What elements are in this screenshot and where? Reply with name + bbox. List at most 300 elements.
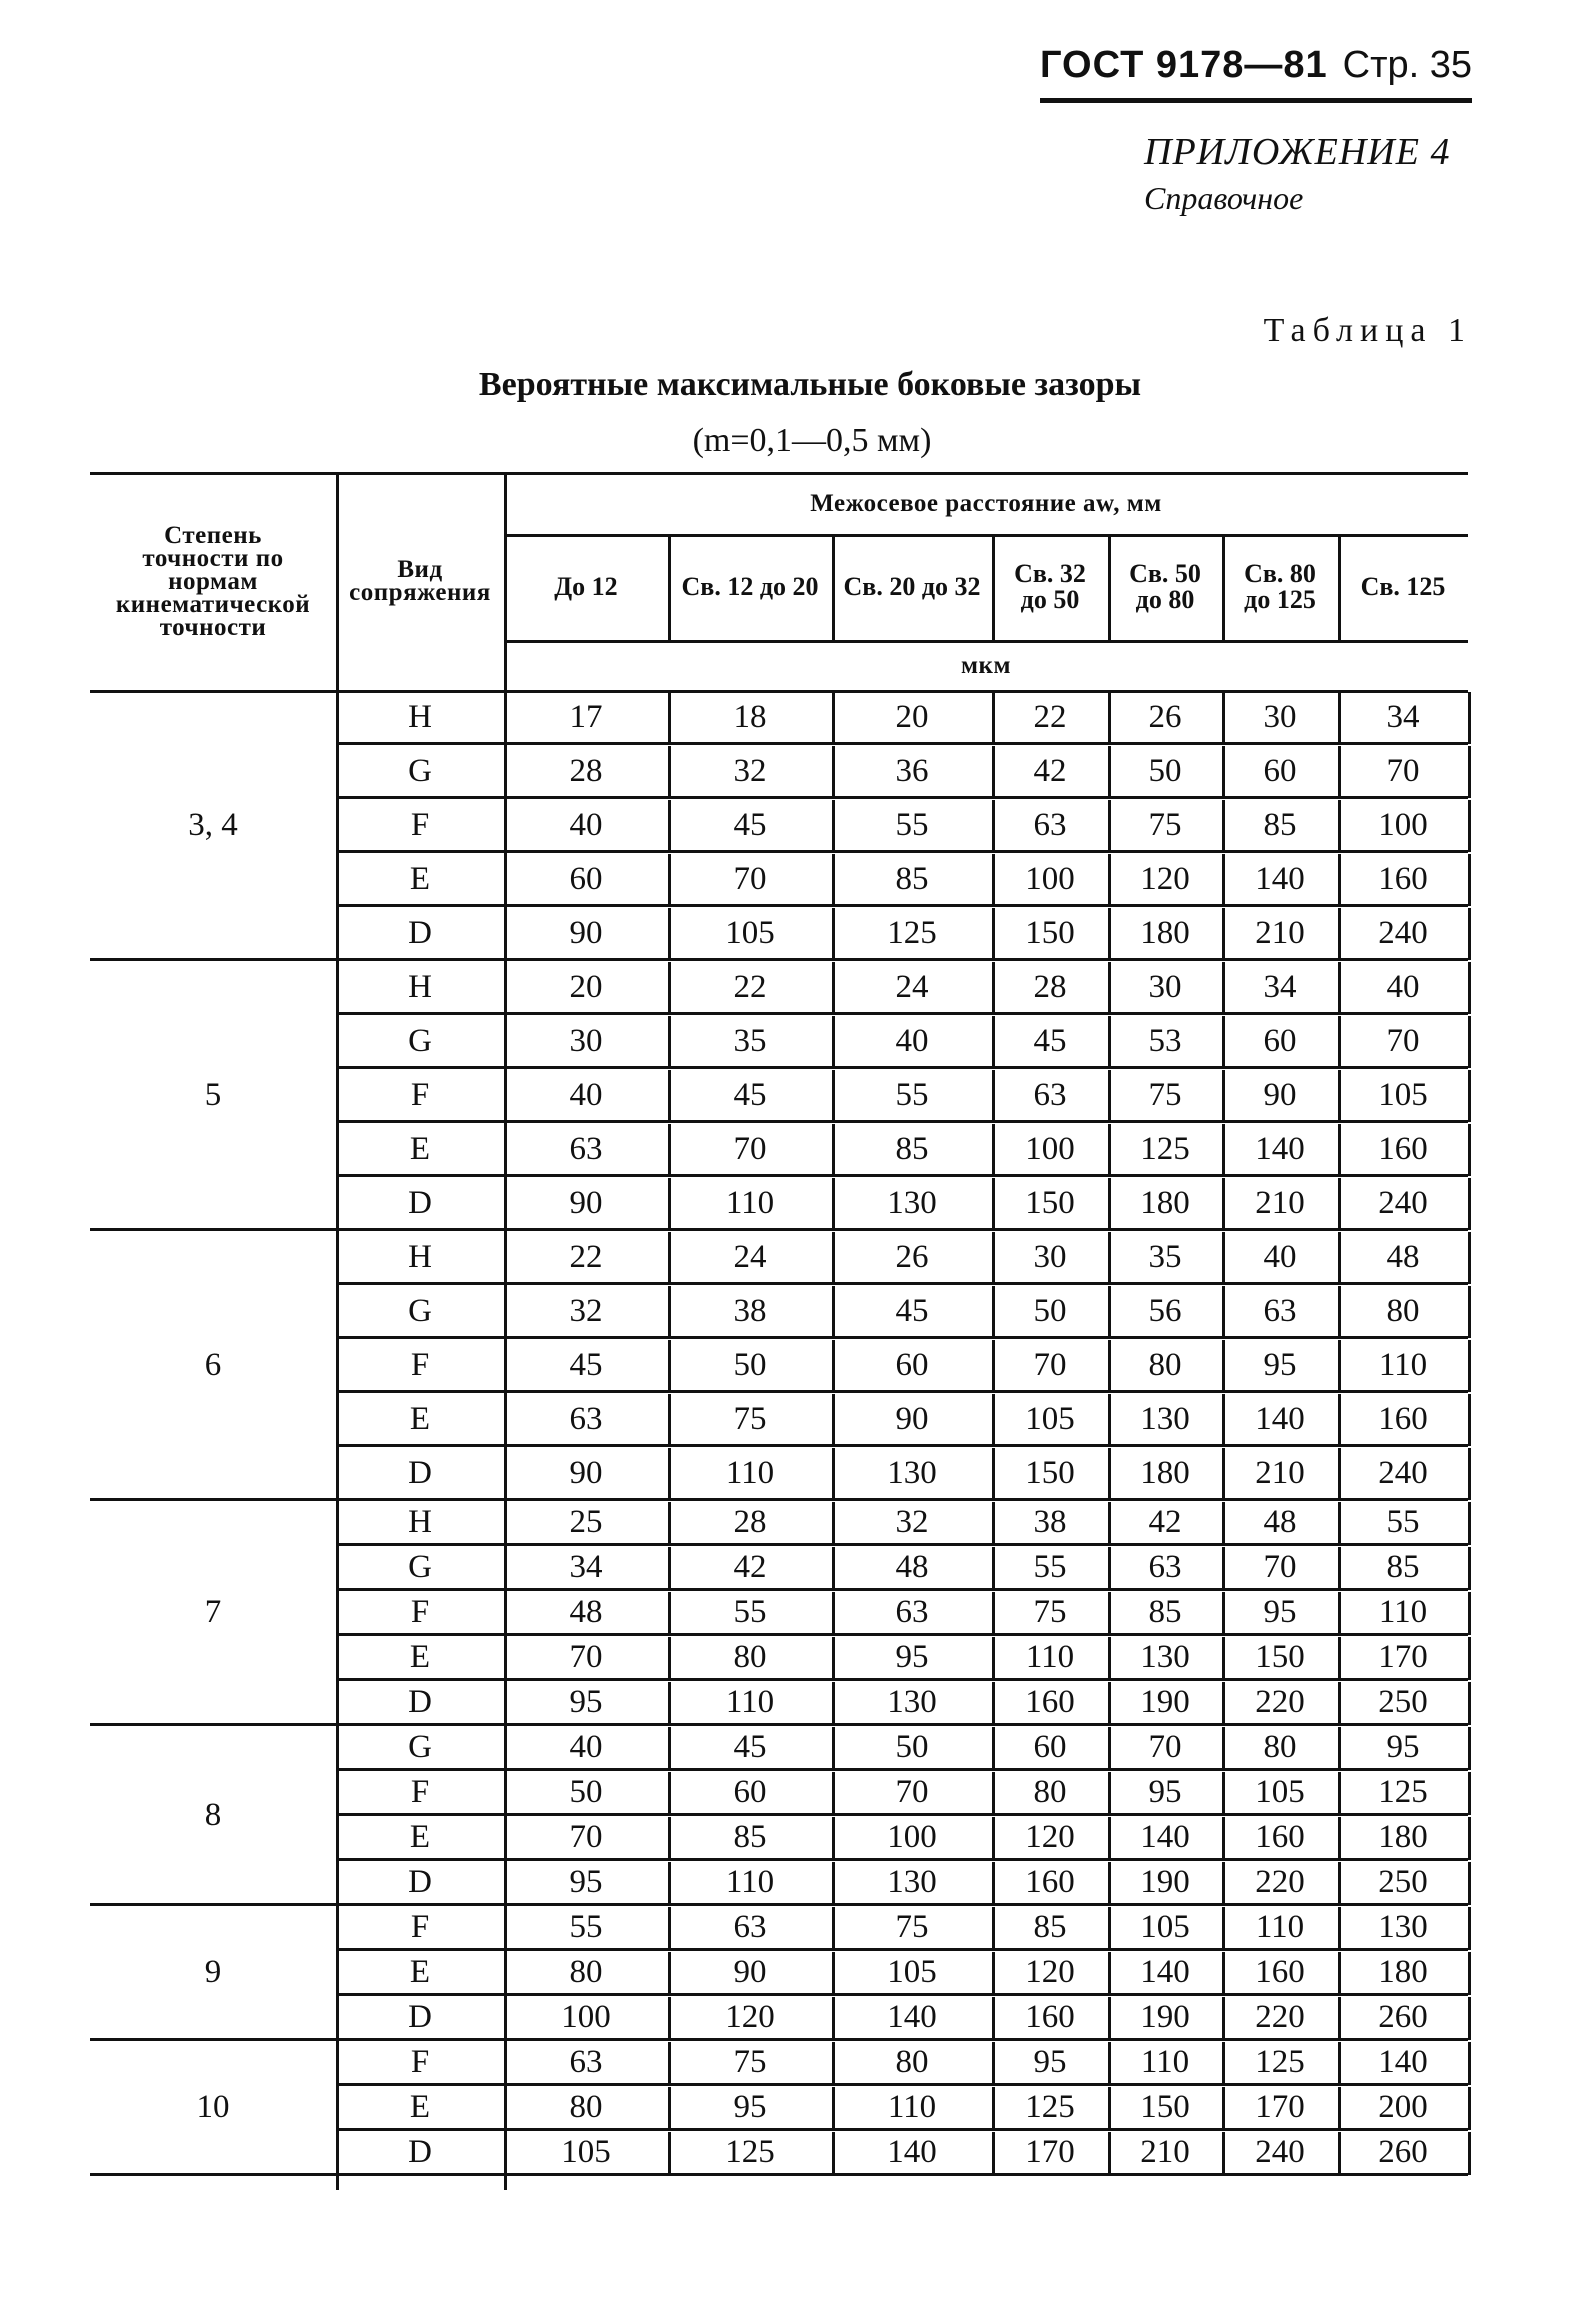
clearance-value: 190: [1140, 1684, 1190, 1720]
cell-divider: [992, 1727, 995, 1770]
clearance-value: 180: [1140, 1184, 1190, 1221]
clearance-value: 32: [569, 1292, 603, 1329]
fit-type-cell: H: [408, 968, 432, 1005]
clearance-value: 140: [1255, 860, 1305, 897]
cell-divider: [1338, 1907, 1341, 1950]
clearance-value: 70: [569, 1819, 603, 1855]
clearance-value: 85: [1386, 1549, 1420, 1585]
clearance-value: 28: [1033, 968, 1067, 1005]
cell-divider: [1468, 1232, 1471, 1284]
clearance-value: 190: [1140, 1864, 1190, 1900]
accuracy-grade-cell: 6: [204, 1346, 222, 1383]
clearance-value: 20: [569, 968, 603, 1005]
cell-divider: [1222, 1592, 1225, 1635]
fit-type-cell: D: [408, 1864, 432, 1900]
clearance-value: 100: [1025, 1130, 1075, 1167]
clearance-value: 130: [1140, 1400, 1190, 1437]
clearance-value: 40: [1263, 1238, 1297, 1275]
cell-divider: [1468, 1124, 1471, 1176]
fit-type-cell: H: [408, 1504, 432, 1540]
header-unit-rule: [504, 640, 1468, 643]
clearance-value: 45: [733, 1076, 767, 1113]
clearance-value: 48: [895, 1549, 929, 1585]
cell-divider: [1338, 2132, 1341, 2175]
cell-divider: [668, 1817, 671, 1860]
cell-divider: [668, 1448, 671, 1500]
clearance-value: 105: [1140, 1909, 1190, 1945]
clearance-value: 160: [1255, 1954, 1305, 1990]
clearance-value: 105: [887, 1954, 937, 1990]
cell-divider: [668, 800, 671, 852]
distance-column-header: Св. 12 до 20: [681, 572, 819, 601]
cell-divider: [1338, 1016, 1341, 1068]
cell-divider: [1222, 2042, 1225, 2085]
cell-divider: [1222, 1016, 1225, 1068]
cell-divider: [992, 800, 995, 852]
cell-divider: [992, 1070, 995, 1122]
cell-divider: [832, 746, 835, 798]
clearance-value: 38: [1033, 1504, 1067, 1540]
cell-divider: [992, 2132, 995, 2175]
clearance-value: 120: [1140, 860, 1190, 897]
cell-divider: [832, 1547, 835, 1590]
clearance-value: 55: [895, 806, 929, 843]
cell-divider: [992, 908, 995, 960]
clearance-value: 100: [887, 1819, 937, 1855]
header-center-distance: Межосевое расстояние aw, мм: [810, 489, 1162, 517]
clearance-value: 40: [895, 1022, 929, 1059]
cell-divider: [1108, 1637, 1111, 1680]
clearance-table: [90, 472, 1468, 2190]
cell-divider: [668, 1016, 671, 1068]
clearance-value: 17: [569, 698, 603, 735]
distance-column-header: До 12: [554, 572, 618, 601]
cell-divider: [1468, 908, 1471, 960]
clearance-value: 95: [569, 1684, 603, 1720]
clearance-value: 200: [1378, 2089, 1428, 2125]
cell-divider: [1338, 1394, 1341, 1446]
table-title: [0, 366, 1580, 404]
clearance-value: 250: [1378, 1684, 1428, 1720]
cell-divider: [1222, 800, 1225, 852]
clearance-value: 105: [725, 914, 775, 951]
accuracy-grade-cell: 8: [204, 1796, 222, 1833]
cell-divider: [992, 1907, 995, 1950]
clearance-value: 130: [887, 1684, 937, 1720]
clearance-value: 190: [1140, 1999, 1190, 2035]
cell-divider: [832, 1448, 835, 1500]
cell-divider: [1338, 1727, 1341, 1770]
clearance-value: 75: [1148, 806, 1182, 843]
clearance-value: 110: [1255, 1909, 1305, 1945]
clearance-value: 95: [1263, 1594, 1297, 1630]
clearance-value: 180: [1140, 1454, 1190, 1491]
cell-divider: [1468, 1547, 1471, 1590]
accuracy-grade-cell: 5: [204, 1076, 222, 1113]
cell-divider: [832, 1997, 835, 2040]
cell-divider: [1338, 1592, 1341, 1635]
cell-divider: [1108, 2132, 1111, 2175]
cell-divider: [1222, 692, 1225, 744]
clearance-value: 70: [895, 1774, 929, 1810]
cell-divider: [992, 1286, 995, 1338]
clearance-value: 53: [1148, 1022, 1182, 1059]
cell-divider: [1108, 1394, 1111, 1446]
cell-divider: [1468, 2042, 1471, 2085]
clearance-value: 70: [1386, 1022, 1420, 1059]
cell-divider: [1468, 1016, 1471, 1068]
cell-divider: [992, 1394, 995, 1446]
clearance-value: 260: [1378, 1999, 1428, 2035]
clearance-value: 250: [1378, 1864, 1428, 1900]
table-top-rule: [90, 472, 1468, 475]
cell-divider: [1222, 1178, 1225, 1230]
fit-type-cell: E: [409, 1954, 431, 1990]
cell-divider: [1468, 746, 1471, 798]
cell-divider: [1338, 1637, 1341, 1680]
fit-type-cell: E: [409, 1639, 431, 1675]
cell-divider: [668, 1394, 671, 1446]
cell-divider: [668, 1547, 671, 1590]
fit-type-cell: F: [410, 1774, 430, 1810]
cell-divider: [1222, 1997, 1225, 2040]
clearance-value: 34: [569, 1549, 603, 1585]
clearance-value: 55: [895, 1076, 929, 1113]
cell-divider: [1468, 1817, 1471, 1860]
clearance-value: 45: [733, 1729, 767, 1765]
cell-divider: [1468, 854, 1471, 906]
clearance-value: 110: [725, 1684, 775, 1720]
table-subtitle: [0, 422, 1580, 460]
clearance-value: 48: [569, 1594, 603, 1630]
clearance-value: 140: [1140, 1954, 1190, 1990]
cell-divider: [668, 692, 671, 744]
clearance-value: 210: [1140, 2134, 1190, 2170]
clearance-value: 160: [1378, 860, 1428, 897]
cell-divider: [1108, 2042, 1111, 2085]
cell-divider: [1338, 1502, 1341, 1545]
cell-divider: [832, 1286, 835, 1338]
clearance-value: 150: [1140, 2089, 1190, 2125]
cell-divider: [668, 746, 671, 798]
cell-divider: [1468, 1070, 1471, 1122]
clearance-value: 160: [1255, 1819, 1305, 1855]
cell-divider: [668, 908, 671, 960]
fit-type-cell: E: [409, 2089, 431, 2125]
clearance-value: 150: [1025, 914, 1075, 951]
cell-divider: [1338, 1448, 1341, 1500]
cell-divider: [1338, 1952, 1341, 1995]
clearance-value: 150: [1025, 1454, 1075, 1491]
cell-divider: [1108, 1070, 1111, 1122]
cell-divider: [832, 1682, 835, 1725]
clearance-value: 70: [1386, 752, 1420, 789]
cell-divider: [1338, 962, 1341, 1014]
cell-divider: [1468, 2087, 1471, 2130]
cell-divider: [992, 1547, 995, 1590]
clearance-value: 140: [887, 2134, 937, 2170]
clearance-value: 240: [1378, 1184, 1428, 1221]
cell-divider: [1108, 1178, 1111, 1230]
fit-type-cell: F: [410, 1594, 430, 1630]
cell-divider: [832, 1952, 835, 1995]
fit-type-cell: E: [409, 1819, 431, 1855]
clearance-value: 140: [1255, 1130, 1305, 1167]
cell-divider: [832, 1772, 835, 1815]
clearance-value: 95: [895, 1639, 929, 1675]
appendix-title: ПРИЛОЖЕНИЕ 4: [1144, 131, 1451, 173]
clearance-value: 220: [1255, 1684, 1305, 1720]
cell-divider: [1222, 1232, 1225, 1284]
cell-divider: [1222, 854, 1225, 906]
clearance-value: 210: [1255, 1454, 1305, 1491]
fit-type-cell: G: [408, 752, 432, 789]
cell-divider: [1468, 1394, 1471, 1446]
cell-divider: [668, 2087, 671, 2130]
cell-divider: [1222, 1124, 1225, 1176]
clearance-value: 130: [887, 1184, 937, 1221]
clearance-value: 80: [569, 2089, 603, 2125]
cell-divider: [668, 2042, 671, 2085]
clearance-value: 80: [1148, 1346, 1182, 1383]
cell-divider: [1338, 1178, 1341, 1230]
clearance-value: 63: [895, 1594, 929, 1630]
cell-divider: [832, 2132, 835, 2175]
cell-divider: [992, 854, 995, 906]
cell-divider: [1108, 1286, 1111, 1338]
clearance-value: 150: [1025, 1184, 1075, 1221]
clearance-value: 63: [569, 1400, 603, 1437]
clearance-value: 125: [1140, 1130, 1190, 1167]
clearance-value: 63: [569, 1130, 603, 1167]
clearance-value: 90: [895, 1400, 929, 1437]
cell-divider: [992, 1997, 995, 2040]
clearance-value: 170: [1255, 2089, 1305, 2125]
clearance-value: 125: [725, 2134, 775, 2170]
cell-divider: [832, 1727, 835, 1770]
clearance-value: 36: [895, 752, 929, 789]
cell-divider: [668, 1727, 671, 1770]
clearance-value: 120: [725, 1999, 775, 2035]
clearance-value: 120: [1025, 1954, 1075, 1990]
clearance-value: 160: [1378, 1130, 1428, 1167]
clearance-value: 220: [1255, 1864, 1305, 1900]
clearance-value: 60: [733, 1774, 767, 1810]
clearance-value: 80: [1263, 1729, 1297, 1765]
clearance-value: 63: [1033, 806, 1067, 843]
cell-divider: [1108, 1682, 1111, 1725]
cell-divider: [1468, 1997, 1471, 2040]
cell-divider: [1222, 1394, 1225, 1446]
cell-divider: [1108, 1340, 1111, 1392]
clearance-value: 130: [887, 1454, 937, 1491]
clearance-value: 56: [1148, 1292, 1182, 1329]
clearance-value: 22: [569, 1238, 603, 1275]
cell-divider: [1222, 1907, 1225, 1950]
clearance-value: 180: [1378, 1954, 1428, 1990]
cell-divider: [1338, 2042, 1341, 2085]
table-title-text: Вероятные максимальные боковые зазоры: [478, 366, 1142, 403]
clearance-value: 70: [1263, 1549, 1297, 1585]
cell-divider: [1108, 692, 1111, 744]
cell-divider: [1108, 1232, 1111, 1284]
clearance-value: 45: [569, 1346, 603, 1383]
cell-divider: [1222, 962, 1225, 1014]
clearance-value: 105: [1255, 1774, 1305, 1810]
clearance-value: 45: [1033, 1022, 1067, 1059]
cell-divider: [992, 692, 995, 744]
cell-divider: [832, 1178, 835, 1230]
cell-divider: [1468, 1502, 1471, 1545]
cell-divider: [1108, 1862, 1111, 1905]
cell-divider: [1108, 1952, 1111, 1995]
clearance-value: 70: [1033, 1346, 1067, 1383]
cell-divider: [668, 1862, 671, 1905]
distance-column-header: Св. 125: [1360, 572, 1446, 601]
clearance-value: 75: [733, 2044, 767, 2080]
clearance-value: 130: [1140, 1639, 1190, 1675]
clearance-value: 26: [1148, 698, 1182, 735]
clearance-value: 40: [569, 1076, 603, 1113]
clearance-value: 170: [1378, 1639, 1428, 1675]
fit-type-cell: G: [408, 1729, 432, 1765]
page-number: Стр. 35: [1342, 44, 1472, 86]
clearance-value: 105: [1378, 1076, 1428, 1113]
cell-divider: [1108, 1016, 1111, 1068]
cell-divider: [992, 746, 995, 798]
cell-divider: [1468, 1178, 1471, 1230]
clearance-value: 55: [1386, 1504, 1420, 1540]
cell-divider: [832, 1070, 835, 1122]
cell-divider: [1338, 800, 1341, 852]
fit-type-cell: H: [408, 1238, 432, 1275]
cell-divider: [668, 1772, 671, 1815]
clearance-value: 110: [725, 1864, 775, 1900]
header-rule: [1040, 98, 1472, 103]
cell-divider: [668, 1592, 671, 1635]
cell-divider: [832, 1907, 835, 1950]
clearance-value: 40: [569, 806, 603, 843]
fit-type-cell: F: [410, 1346, 430, 1383]
clearance-value: 90: [733, 1954, 767, 1990]
cell-divider: [992, 1592, 995, 1635]
clearance-value: 28: [733, 1504, 767, 1540]
clearance-value: 100: [561, 1999, 611, 2035]
clearance-value: 85: [1033, 1909, 1067, 1945]
clearance-value: 120: [1025, 1819, 1075, 1855]
table-label: Таблица 1: [1263, 312, 1472, 349]
clearance-value: 32: [733, 752, 767, 789]
clearance-value: 25: [569, 1504, 603, 1540]
cell-divider: [668, 1070, 671, 1122]
cell-divider: [668, 962, 671, 1014]
clearance-value: 50: [569, 1774, 603, 1810]
cell-divider: [1222, 2087, 1225, 2130]
clearance-value: 110: [1378, 1346, 1428, 1383]
cell-divider: [832, 800, 835, 852]
cell-divider: [1108, 1727, 1111, 1770]
cell-divider: [992, 1502, 995, 1545]
clearance-value: 80: [1033, 1774, 1067, 1810]
fit-type-cell: F: [410, 1076, 430, 1113]
cell-divider: [832, 2042, 835, 2085]
clearance-value: 42: [1033, 752, 1067, 789]
clearance-value: 125: [1378, 1774, 1428, 1810]
cell-divider: [668, 1178, 671, 1230]
header-accuracy-grade: Степень точности по нормам кинематической точности: [115, 521, 311, 641]
cell-divider: [992, 1862, 995, 1905]
clearance-value: 210: [1255, 914, 1305, 951]
fit-type-cell: D: [408, 1999, 432, 2035]
cell-divider: [992, 1340, 995, 1392]
cell-divider: [668, 1997, 671, 2040]
fit-type-cell: F: [410, 1909, 430, 1945]
cell-divider: [992, 1637, 995, 1680]
cell-divider: [1338, 1070, 1341, 1122]
clearance-value: 60: [569, 860, 603, 897]
cell-divider: [1222, 1772, 1225, 1815]
cell-divider: [1468, 1637, 1471, 1680]
cell-divider: [1338, 1340, 1341, 1392]
cell-divider: [1338, 1862, 1341, 1905]
clearance-value: 34: [1386, 698, 1420, 735]
clearance-value: 24: [733, 1238, 767, 1275]
cell-divider: [668, 854, 671, 906]
cell-divider: [1108, 1502, 1111, 1545]
clearance-value: 125: [887, 914, 937, 951]
cell-divider: [1468, 1907, 1471, 1950]
cell-divider: [1108, 1907, 1111, 1950]
clearance-value: 35: [1148, 1238, 1182, 1275]
clearance-value: 45: [895, 1292, 929, 1329]
fit-type-cell: D: [408, 914, 432, 951]
cell-divider: [1338, 1682, 1341, 1725]
clearance-value: 75: [895, 1909, 929, 1945]
clearance-value: 80: [895, 2044, 929, 2080]
appendix-subtitle: Справочное: [1144, 180, 1304, 216]
cell-divider: [832, 908, 835, 960]
accuracy-grade-cell: 3, 4: [188, 806, 238, 843]
clearance-value: 60: [1263, 1022, 1297, 1059]
fit-type-cell: G: [408, 1549, 432, 1585]
cell-divider: [1222, 1286, 1225, 1338]
cell-divider: [992, 1448, 995, 1500]
cell-divider: [832, 962, 835, 1014]
clearance-value: 95: [1148, 1774, 1182, 1810]
cell-divider: [1222, 1952, 1225, 1995]
cell-divider: [1222, 1727, 1225, 1770]
cell-divider: [1108, 1592, 1111, 1635]
accuracy-grade-cell: 10: [196, 2089, 230, 2125]
cell-divider: [1108, 746, 1111, 798]
clearance-value: 140: [1378, 2044, 1428, 2080]
clearance-value: 34: [1263, 968, 1297, 1005]
clearance-value: 180: [1140, 914, 1190, 951]
clearance-value: 130: [1378, 1909, 1428, 1945]
cell-divider: [1108, 1997, 1111, 2040]
clearance-value: 50: [1148, 752, 1182, 789]
clearance-value: 95: [569, 1864, 603, 1900]
accuracy-grade-cell: 7: [204, 1594, 222, 1630]
cell-divider: [832, 1394, 835, 1446]
cell-divider: [1338, 1997, 1341, 2040]
clearance-value: 85: [895, 860, 929, 897]
cell-divider: [1222, 1637, 1225, 1680]
cell-divider: [992, 1232, 995, 1284]
cell-divider: [1222, 1070, 1225, 1122]
clearance-value: 95: [1033, 2044, 1067, 2080]
cell-divider: [1222, 2132, 1225, 2175]
